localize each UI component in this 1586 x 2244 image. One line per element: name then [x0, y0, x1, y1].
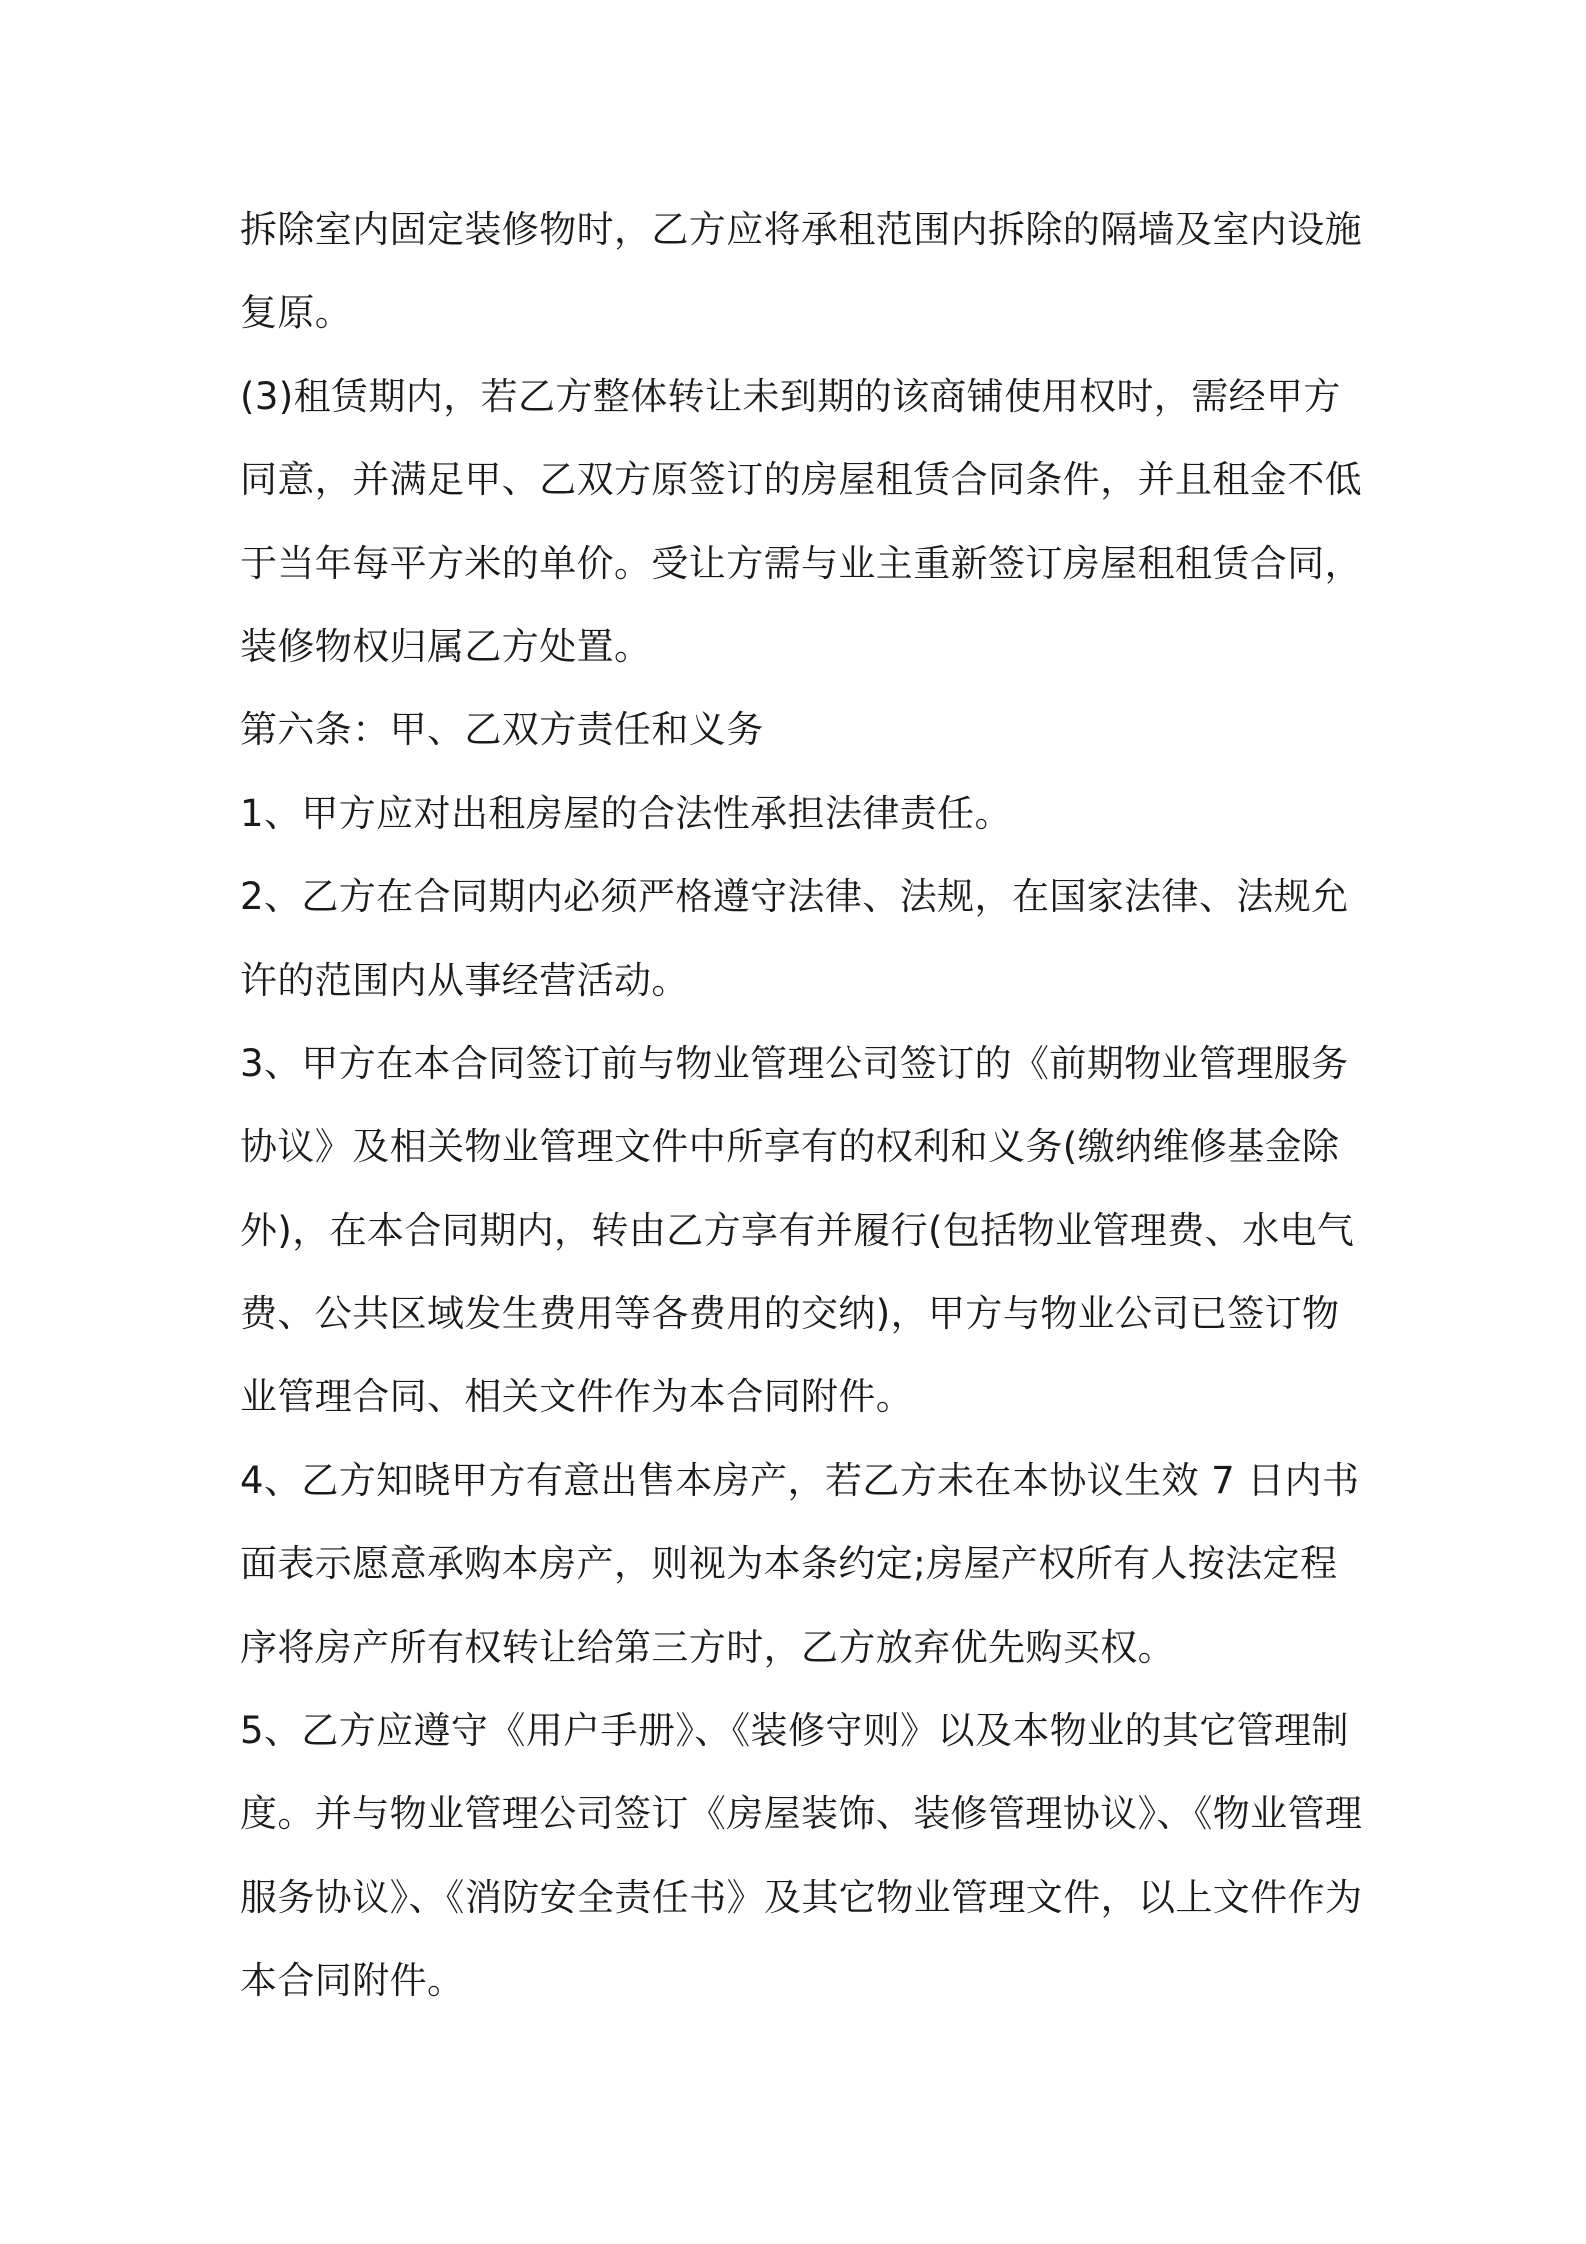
text-line: 2、乙方在合同期内必须严格遵守法律、法规，在国家法律、法规允 [240, 875, 1349, 919]
document-body [240, 197, 1363, 2032]
text-line: 度。并与物业管理公司签订《房屋装饰、装修管理协议》、《物业管理 [240, 1792, 1363, 1836]
section-heading: 第六条：甲、乙双方责任和义务 [240, 708, 764, 752]
text-line: 3、甲方在本合同签订前与物业管理公司签订的《前期物业管理服务 [240, 1041, 1349, 1085]
text-line: 面表示愿意承购本房产，则视为本条约定;房屋产权所有人按法定程 [240, 1542, 1338, 1586]
text-line: 拆除室内固定装修物时，乙方应将承租范围内拆除的隔墙及室内设施 [240, 208, 1362, 251]
text-line: 服务协议》、《消防安全责任书》及其它物业管理文件，以上文件作为 [240, 1875, 1363, 1919]
text-line: 4、乙方知晓甲方有意出售本房产，若乙方未在本协议生效 7 日内书 [240, 1458, 1360, 1502]
text-line: 同意，并满足甲、乙双方原签订的房屋租赁合同条件，并且租金不低 [240, 458, 1362, 502]
text-line: 协议》及相关物业管理文件中所享有的权利和义务(缴纳维修基金除 [240, 1125, 1340, 1169]
text-line: 外)，在本合同期内，转由乙方享有并履行(包括物业管理费、水电气 [240, 1208, 1355, 1252]
text-line: 业管理合同、相关文件作为本合同附件。 [240, 1375, 914, 1419]
text-line: 5、乙方应遵守《用户手册》、《装修守则》以及本物业的其它管理制 [240, 1709, 1349, 1753]
text-line: (3)租赁期内，若乙方整体转让未到期的该商铺使用权时，需经甲方 [240, 374, 1341, 418]
text-line: 费、公共区域发生费用等各费用的交纳)，甲方与物业公司已签订物 [240, 1292, 1340, 1336]
text-line: 于当年每平方米的单价。受让方需与业主重新签订房屋租租赁合同， [240, 541, 1362, 585]
text-line: 序将房产所有权转让给第三方时，乙方放弃优先购买权。 [240, 1625, 1175, 1669]
text-line: 本合同附件。 [240, 1959, 465, 2003]
text-line: 复原。 [240, 291, 353, 335]
text-line: 装修物权归属乙方处置。 [240, 624, 652, 668]
text-line: 1、甲方应对出租房屋的合法性承担法律责任。 [240, 791, 1012, 835]
text-line: 许的范围内从事经营活动。 [240, 958, 689, 1002]
